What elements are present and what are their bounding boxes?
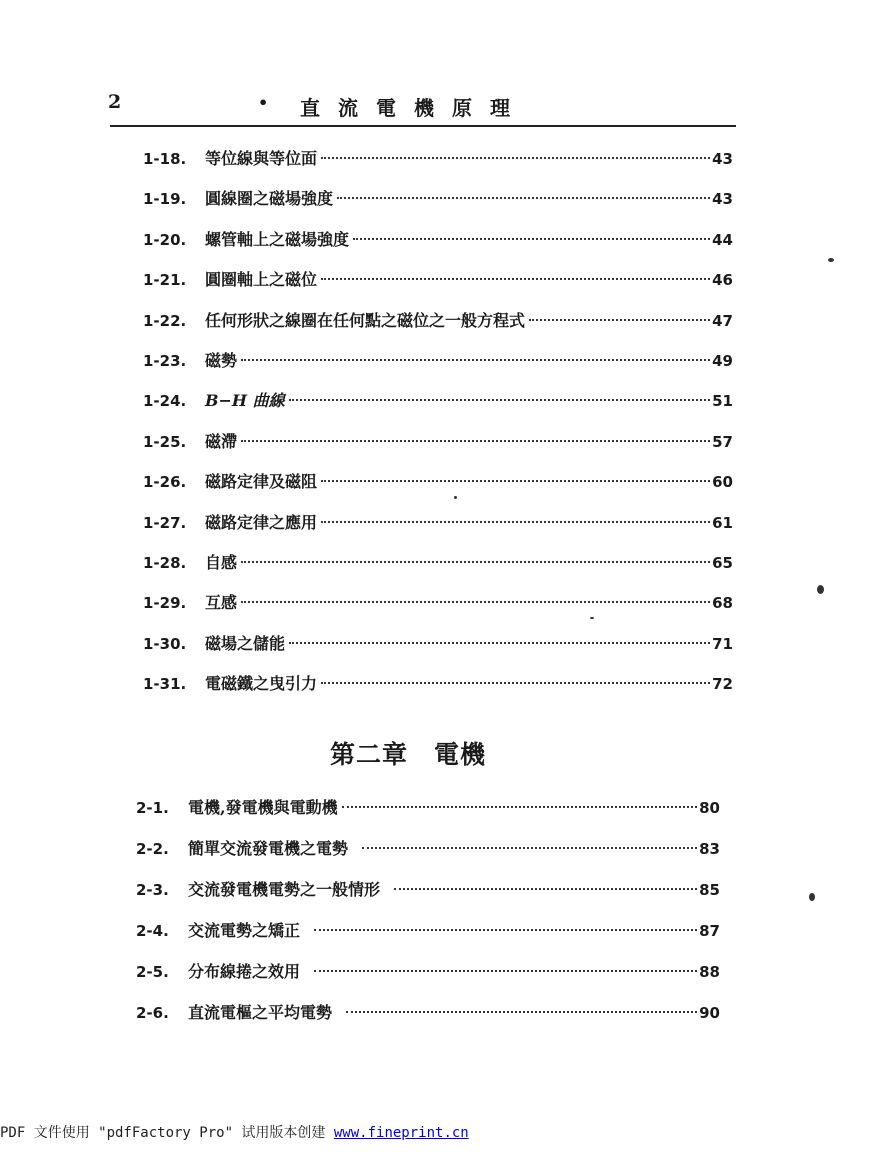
bullet-dot: •: [258, 93, 269, 112]
section-number: 1-28.: [143, 553, 187, 572]
dot-leader: [321, 480, 710, 482]
toc-entry: [136, 958, 720, 999]
section-number: 2-2.: [136, 840, 169, 858]
page-ref: 43: [712, 150, 733, 168]
page-ref: 65: [712, 553, 733, 572]
dot-leader: [289, 642, 710, 644]
scan-speck: [590, 617, 594, 619]
toc-entry: [143, 226, 733, 266]
page-ref: 47: [712, 311, 733, 330]
page-ref: 85: [699, 881, 720, 899]
toc-entry: [143, 185, 733, 225]
toc-entry: [136, 835, 720, 876]
section-title: 交流發電機電勢之一般情形: [188, 880, 381, 899]
section-number: 2-6.: [136, 1004, 169, 1022]
section-title: 圓線圈之磁場強度: [205, 189, 334, 209]
section-title: 磁勢: [205, 350, 238, 370]
section-number: 1-27.: [143, 513, 187, 532]
toc-entry: [143, 670, 733, 710]
running-title: 直流電機原理: [300, 96, 528, 120]
toc-entry: [143, 307, 733, 347]
section-number: 1-31.: [143, 675, 187, 694]
dot-leader: [394, 888, 697, 890]
section-title: 簡單交流發電機之電勢: [188, 839, 349, 858]
dot-leader: [289, 399, 711, 401]
section-title: 直流電樞之平均電勢: [188, 1003, 333, 1022]
dot-leader: [342, 806, 698, 808]
toc-entry: [143, 387, 733, 427]
section-title: 螺管軸上之磁場強度: [205, 229, 350, 249]
toc-chapter1: [143, 145, 733, 710]
toc-entry: [143, 589, 733, 629]
section-title: 磁路定律及磁阻: [205, 472, 318, 492]
section-number: 1-21.: [143, 271, 187, 290]
dot-leader: [321, 682, 710, 684]
section-number: 2-4.: [136, 922, 169, 940]
toc-entry: [136, 999, 720, 1040]
pdf-footer: [0, 1122, 469, 1142]
toc-entry: [143, 266, 733, 306]
section-number: 1-20.: [143, 230, 187, 249]
toc-entry: [143, 630, 733, 670]
page-number: 2: [108, 91, 122, 113]
page-ref: 80: [699, 799, 720, 817]
section-number: 1-25.: [143, 432, 187, 451]
scan-speck: [809, 893, 815, 901]
toc-entry: [143, 549, 733, 589]
scan-speck: [817, 585, 824, 594]
dot-leader: [353, 238, 710, 240]
scan-speck: [454, 496, 457, 499]
section-number: 1-19.: [143, 190, 187, 209]
section-title: 電磁鐵之曳引力: [205, 674, 318, 694]
page-ref: 87: [699, 922, 720, 940]
dot-leader: [241, 440, 710, 442]
section-number: 1-30.: [143, 634, 187, 653]
dot-leader: [321, 278, 710, 280]
section-title: 分布線捲之效用: [188, 962, 301, 981]
section-number: 1-23.: [143, 351, 187, 370]
section-number: 1-18.: [143, 150, 187, 168]
page-ref: 83: [699, 840, 720, 858]
page-ref: 49: [712, 351, 733, 370]
toc-entry: [143, 509, 733, 549]
dot-leader: [321, 521, 710, 523]
dot-leader: [241, 601, 710, 603]
header-rule: [110, 125, 736, 127]
dot-leader: [529, 319, 710, 321]
section-title: 圓圈軸上之磁位: [205, 270, 318, 290]
dot-leader: [346, 1011, 697, 1013]
section-title: 自感: [205, 552, 238, 572]
page-ref: 44: [712, 230, 733, 249]
toc-entry: [136, 794, 720, 835]
footer-link[interactable]: www.fineprint.cn: [333, 1125, 469, 1141]
section-number: 2-1.: [136, 799, 169, 817]
page-ref: 88: [699, 963, 720, 981]
section-title: 電機,發電機與電動機: [188, 798, 338, 817]
section-number: 2-5.: [136, 963, 169, 981]
toc-entry: [143, 347, 733, 387]
toc-entry: [143, 428, 733, 468]
section-title: 互感: [205, 593, 238, 613]
page-ref: 43: [712, 190, 733, 209]
section-number: 1-26.: [143, 473, 187, 492]
toc-entry: [143, 145, 733, 185]
page-ref: 68: [712, 594, 733, 613]
section-title: 磁場之儲能: [205, 633, 286, 653]
page-ref: 51: [712, 392, 733, 411]
dot-leader: [362, 847, 697, 849]
dot-leader: [241, 561, 710, 563]
toc-entry: [143, 468, 733, 508]
page-ref: 71: [712, 634, 733, 653]
chapter-heading: 第二章 電機: [330, 740, 487, 769]
dot-leader: [337, 197, 710, 199]
section-number: 1-22.: [143, 311, 187, 330]
dot-leader: [321, 157, 710, 159]
section-title: 等位線與等位面: [205, 149, 318, 168]
dot-leader: [241, 359, 710, 361]
page-ref: 46: [712, 271, 733, 290]
section-title: 交流電勢之矯正: [188, 921, 301, 940]
section-number: 2-3.: [136, 881, 169, 899]
dot-leader: [314, 929, 697, 931]
toc-chapter2: [136, 794, 720, 1040]
section-number: 1-24.: [143, 392, 187, 411]
section-title: 任何形狀之線圈在任何點之磁位之一般方程式: [205, 310, 526, 330]
scan-speck: [828, 258, 834, 262]
section-title: 磁滯: [205, 431, 238, 451]
section-number: 1-29.: [143, 594, 187, 613]
page-ref: 90: [699, 1004, 720, 1022]
toc-entry: [136, 876, 720, 917]
page-ref: 57: [712, 432, 733, 451]
page-ref: 61: [712, 513, 733, 532]
section-title: B−H 曲線: [205, 391, 285, 411]
toc-entry: [136, 917, 720, 958]
page-ref: 60: [712, 473, 733, 492]
dot-leader: [314, 970, 697, 972]
footer-text: PDF 文件使用 "pdfFactory Pro" 试用版本创建: [0, 1125, 334, 1141]
section-title: 磁路定律之應用: [205, 512, 318, 532]
page-ref: 72: [712, 675, 733, 694]
